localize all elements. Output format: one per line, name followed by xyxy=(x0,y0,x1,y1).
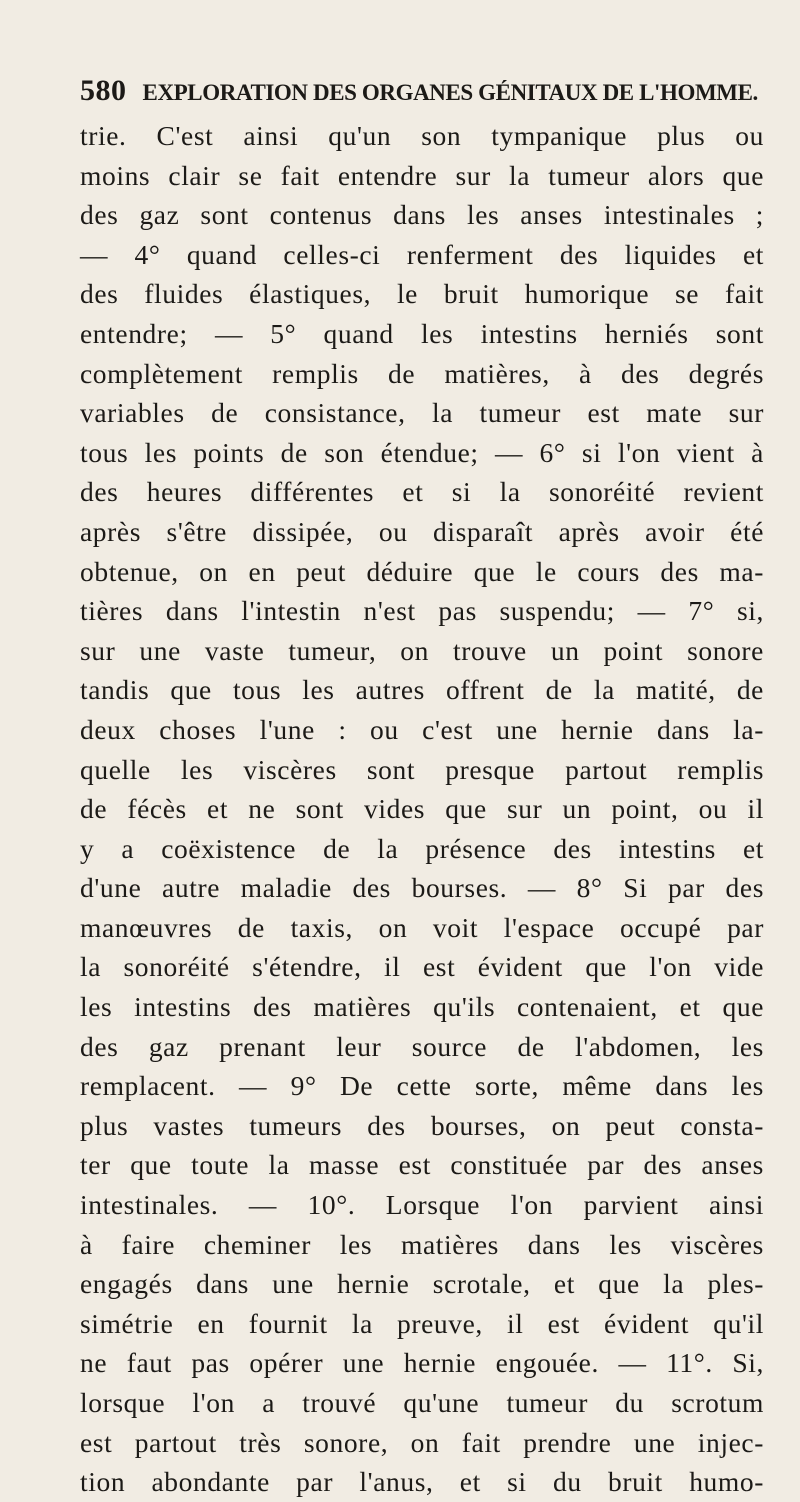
text-line: tous les points de son étendue; — 6° si l'on vient à xyxy=(80,436,764,468)
text-line: deux choses l'une : ou c'est une hernie dans la- xyxy=(80,713,764,745)
text-line: complètement remplis de matières, à des degrés xyxy=(80,357,764,389)
text-line: entendre; — 5° quand les intestins herniés sont xyxy=(80,317,764,349)
page-number: 580 xyxy=(80,74,127,107)
text-line: variables de consistance, la tumeur est mate sur xyxy=(80,397,764,429)
text-line: tion abondante par l'anus, et si du bruit humo- xyxy=(80,1466,764,1498)
text-line: trie. C'est ainsi qu'un son tympanique plus ou xyxy=(80,120,764,151)
text-line: après s'être dissipée, ou disparaît après avoir été xyxy=(80,515,764,547)
running-head xyxy=(80,74,760,108)
text-line: sur une vaste tumeur, on trouve un point sonore xyxy=(80,634,764,666)
text-line: des gaz prenant leur source de l'abdomen, les xyxy=(80,1030,764,1062)
text-line: les intestins des matières qu'ils contenaient, et que xyxy=(80,991,764,1023)
text-line: tandis que tous les autres offrent de la matité, de xyxy=(80,674,764,706)
text-line: intestinales. — 10°. Lorsque l'on parvient ainsi xyxy=(80,1189,764,1221)
text-line: y a coëxistence de la présence des intestins et xyxy=(80,832,764,864)
text-line: moins clair se fait entendre sur la tumeur alors que xyxy=(80,159,764,191)
text-line: de fécès et ne sont vides que sur un point, ou il xyxy=(80,793,764,825)
text-line: des gaz sont contenus dans les anses intestinales ; xyxy=(80,199,764,231)
text-line: la sonoréité s'étendre, il est évident que l'on vide xyxy=(80,951,764,983)
text-line: remplacent. — 9° De cette sorte, même dans les xyxy=(80,1070,764,1102)
text-line: manœuvres de taxis, on voit l'espace occupé par xyxy=(80,911,764,943)
text-line: lorsque l'on a trouvé qu'une tumeur du scrotum xyxy=(80,1387,764,1418)
text-line: ne faut pas opérer une hernie engouée. — 11°. Si, xyxy=(80,1347,764,1379)
text-line: plus vastes tumeurs des bourses, on peut consta- xyxy=(80,1109,764,1141)
text-line: à faire cheminer les matières dans les viscères xyxy=(80,1228,764,1260)
text-line: quelle les viscères sont presque partout remplis xyxy=(80,753,764,785)
text-line: est partout très sonore, on fait prendre une injec- xyxy=(80,1426,764,1458)
text-line: — 4° quand celles-ci renferment des liquides et xyxy=(80,238,764,270)
running-title: EXPLORATION DES ORGANES GÉNITAUX DE L'HOMME. xyxy=(142,80,758,105)
text-line: engagés dans une hernie scrotale, et que la ples- xyxy=(80,1268,764,1300)
text-line: tières dans l'intestin n'est pas suspendu; — 7° si, xyxy=(80,595,764,627)
text-line: ter que toute la masse est constituée par des anses xyxy=(80,1149,764,1181)
body-text xyxy=(80,116,764,1502)
text-line: simétrie en fournit la preuve, il est évident qu'il xyxy=(80,1307,764,1339)
text-line: obtenue, on en peut déduire que le cours des ma- xyxy=(80,555,764,587)
text-line: des fluides élastiques, le bruit humorique se fait xyxy=(80,278,764,310)
text-line: des heures différentes et si la sonoréité revient xyxy=(80,476,764,508)
text-line: d'une autre maladie des bourses. — 8° Si par des xyxy=(80,872,764,904)
